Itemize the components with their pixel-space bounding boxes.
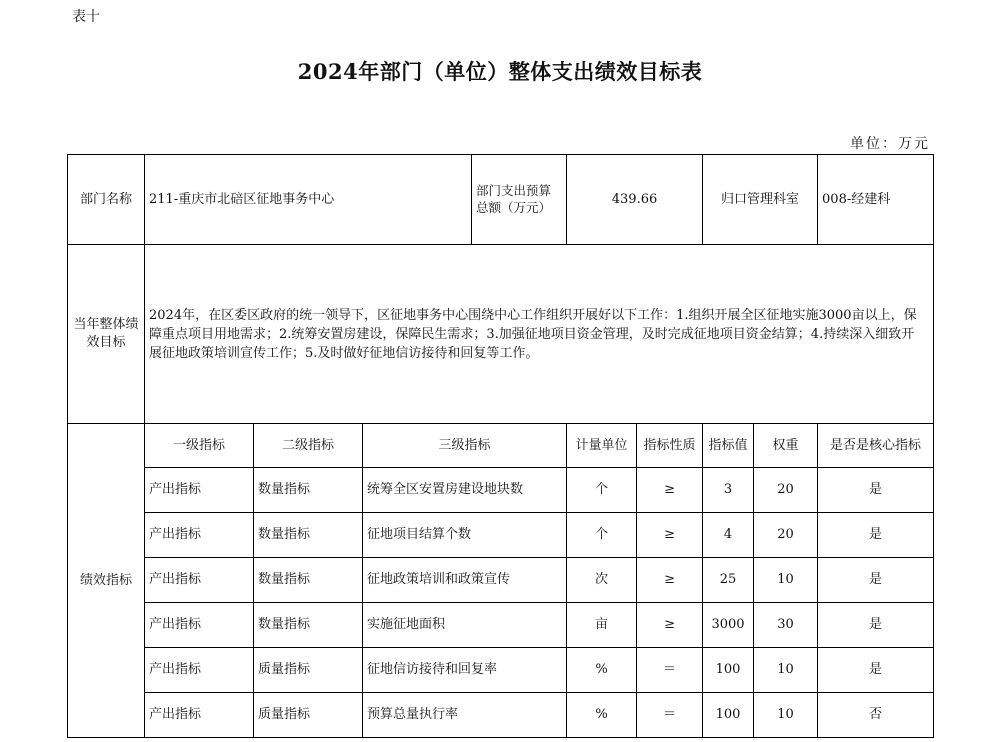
row-nature: ≥ [637, 468, 703, 513]
row-weight: 30 [754, 603, 818, 648]
budget-total-label: 部门支出预算总额（万元） [472, 155, 567, 245]
row-nature: ≥ [637, 603, 703, 648]
row-value: 4 [703, 513, 754, 558]
table-row [68, 468, 934, 513]
table-number-label: 表十 [72, 9, 100, 25]
row-weight: 10 [754, 693, 818, 738]
row-level3: 实施征地面积 [363, 603, 567, 648]
header-level3: 三级指标 [363, 424, 567, 468]
row-unit: 个 [567, 513, 637, 558]
table-row [68, 648, 934, 693]
row-unit: 个 [567, 468, 637, 513]
row-level1: 产出指标 [145, 468, 254, 513]
performance-target-table [67, 154, 934, 738]
header-unit: 计量单位 [567, 424, 637, 468]
dept-info-row [68, 155, 934, 245]
header-level1: 一级指标 [145, 424, 254, 468]
row-core: 是 [818, 558, 934, 603]
row-level2: 数量指标 [254, 603, 363, 648]
budget-total-value: 439.66 [567, 155, 703, 245]
row-nature: ＝ [637, 648, 703, 693]
row-level3: 统筹全区安置房建设地块数 [363, 468, 567, 513]
row-unit: 次 [567, 558, 637, 603]
dept-name-value: 211-重庆市北碚区征地事务中心 [145, 155, 472, 245]
row-level1: 产出指标 [145, 693, 254, 738]
table-row [68, 693, 934, 738]
row-value: 25 [703, 558, 754, 603]
row-weight: 20 [754, 513, 818, 558]
page-title: 2024年部门（单位）整体支出绩效目标表 [297, 59, 703, 84]
row-level3: 预算总量执行率 [363, 693, 567, 738]
header-level2: 二级指标 [254, 424, 363, 468]
row-weight: 20 [754, 468, 818, 513]
mgmt-office-label: 归口管理科室 [703, 155, 818, 245]
indicators-label: 绩效指标 [68, 424, 145, 738]
row-unit: % [567, 693, 637, 738]
annual-goal-row [68, 245, 934, 424]
row-level2: 数量指标 [254, 513, 363, 558]
row-value: 100 [703, 693, 754, 738]
row-core: 否 [818, 693, 934, 738]
row-level1: 产出指标 [145, 603, 254, 648]
row-value: 3000 [703, 603, 754, 648]
annual-goal-text: 2024年，在区委区政府的统一领导下，区征地事务中心围绕中心工作组织开展好以下工作：1.组织开展全区征地实施3000亩以上，保障重点项目用地需求；2.统筹安置房建设，保障民生需求；3.加强征地项目资金管理，及时完成征地项目资金结算；4.持续深入细致开展征地政策培训宣传工作；5.及时做好征地信访接待和回复等工作。 [145, 245, 934, 424]
row-value: 100 [703, 648, 754, 693]
row-weight: 10 [754, 648, 818, 693]
row-level3: 征地项目结算个数 [363, 513, 567, 558]
table-row [68, 558, 934, 603]
row-core: 是 [818, 603, 934, 648]
header-nature: 指标性质 [637, 424, 703, 468]
header-value: 指标值 [703, 424, 754, 468]
row-value: 3 [703, 468, 754, 513]
row-level2: 数量指标 [254, 558, 363, 603]
row-level1: 产出指标 [145, 648, 254, 693]
header-weight: 权重 [754, 424, 818, 468]
row-level2: 质量指标 [254, 693, 363, 738]
row-weight: 10 [754, 558, 818, 603]
annual-goal-label: 当年整体绩效目标 [68, 245, 145, 424]
row-unit: % [567, 648, 637, 693]
row-core: 是 [818, 468, 934, 513]
row-nature: ≥ [637, 513, 703, 558]
row-level2: 数量指标 [254, 468, 363, 513]
row-level1: 产出指标 [145, 513, 254, 558]
row-nature: ≥ [637, 558, 703, 603]
row-level3: 征地政策培训和政策宣传 [363, 558, 567, 603]
table-row [68, 513, 934, 558]
row-level3: 征地信访接待和回复率 [363, 648, 567, 693]
row-level2: 质量指标 [254, 648, 363, 693]
row-nature: ＝ [637, 693, 703, 738]
header-core: 是否是核心指标 [818, 424, 934, 468]
table-row [68, 603, 934, 648]
row-core: 是 [818, 648, 934, 693]
unit-label: 单位：万元 [850, 136, 930, 152]
indicator-header-row [68, 424, 934, 468]
row-level1: 产出指标 [145, 558, 254, 603]
row-core: 是 [818, 513, 934, 558]
row-unit: 亩 [567, 603, 637, 648]
dept-name-label: 部门名称 [68, 155, 145, 245]
mgmt-office-value: 008-经建科 [818, 155, 934, 245]
